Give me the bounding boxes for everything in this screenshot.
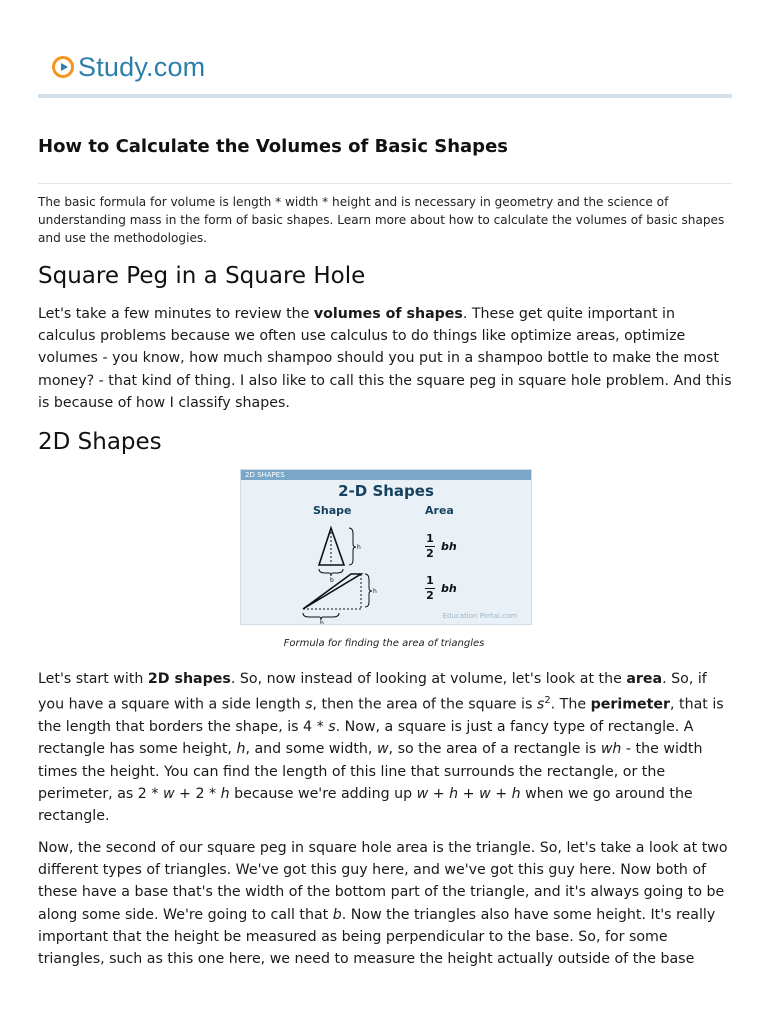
intro-summary: The basic formula for volume is length * width * height and is necessary in geometry and the science of understanding mass in the form of basic shapes. Learn more about how to calculate the volumes of basic shapes and use the methodologies. <box>38 195 725 245</box>
paragraph-intro-volumes: Let's take a few minutes to review the volumes of shapes. These get quite important in calculus problems because we often use calculus to do things like optimize areas, optimize volumes - you know, how much shampoo should you put in a shampoo bottle to make the most money? - that kind of thing. I also like to call this the square peg in square hole problem. And this is because of how I classify shapes. <box>38 306 732 411</box>
brace-b-acute <box>319 569 343 576</box>
figure-caption: Formula for finding the area of triangles <box>283 638 485 649</box>
paragraph-triangles: Now, the second of our square peg in square hole area is the triangle. So, let's take a look at two different types of triangles. We've got this guy here, and we've got this guy here. Now both of these have a base that's the width of the bottom part of the triangle, and it's always going to be along some side. We're going to call that b. Now the triangles also have some height. It's really important that the height be measured as being perpendicular to the base. So, for some triangles, such as this one here, we need to measure the height actually outside of the base <box>38 840 728 968</box>
brace-h-acute <box>349 528 356 565</box>
header-divider <box>38 94 732 98</box>
label-b-obtuse: b <box>320 620 324 626</box>
figure-col-shape: Shape <box>313 504 352 517</box>
label-h-obtuse: h <box>373 588 377 595</box>
figure-col-area: Area <box>425 504 454 517</box>
label-b-acute: b <box>330 577 334 584</box>
section-heading-2d-shapes: 2D Shapes <box>38 429 162 455</box>
figure-strip: 2D SHAPES <box>241 470 531 480</box>
brand-name: Study.com <box>78 51 206 82</box>
document-title: How to Calculate the Volumes of Basic Shapes <box>38 136 508 157</box>
brace-h-obtuse <box>365 574 372 607</box>
label-h-acute: h <box>357 544 361 551</box>
section-heading-square-peg: Square Peg in a Square Hole <box>38 263 366 289</box>
figure-2d-shapes: 2D SHAPES 2-D Shapes Shape Area h b h b 1 2 bh 1 2 bh Education Portal.com <box>240 469 532 625</box>
figure-watermark: Education Portal.com <box>442 612 517 620</box>
title-divider <box>38 183 732 184</box>
figure-title: 2-D Shapes <box>338 482 434 500</box>
paragraph-2d-shapes: Let's start with 2D shapes. So, now instead of looking at volume, let's look at the area. So, if you have a square with a side length s, then the area of the square is $s^2$. The perimeter, that is the length that borders the shape, is 4 * s. Now, a square is just a fancy type of rectangle. A rectangle has some height, h, and some width, w, so the area of a rectangle is wh - the width times the height. You can find the length of this line that surrounds the rectangle, or the perimeter, as 2 * w + 2 * h because we're adding up w + h + w + h when we go around the rectangle. <box>38 671 724 824</box>
triangle-diagrams <box>241 470 532 625</box>
study-logo[interactable] <box>52 50 205 84</box>
play-circle-icon <box>52 56 74 78</box>
brace-b-obtuse <box>303 613 339 620</box>
